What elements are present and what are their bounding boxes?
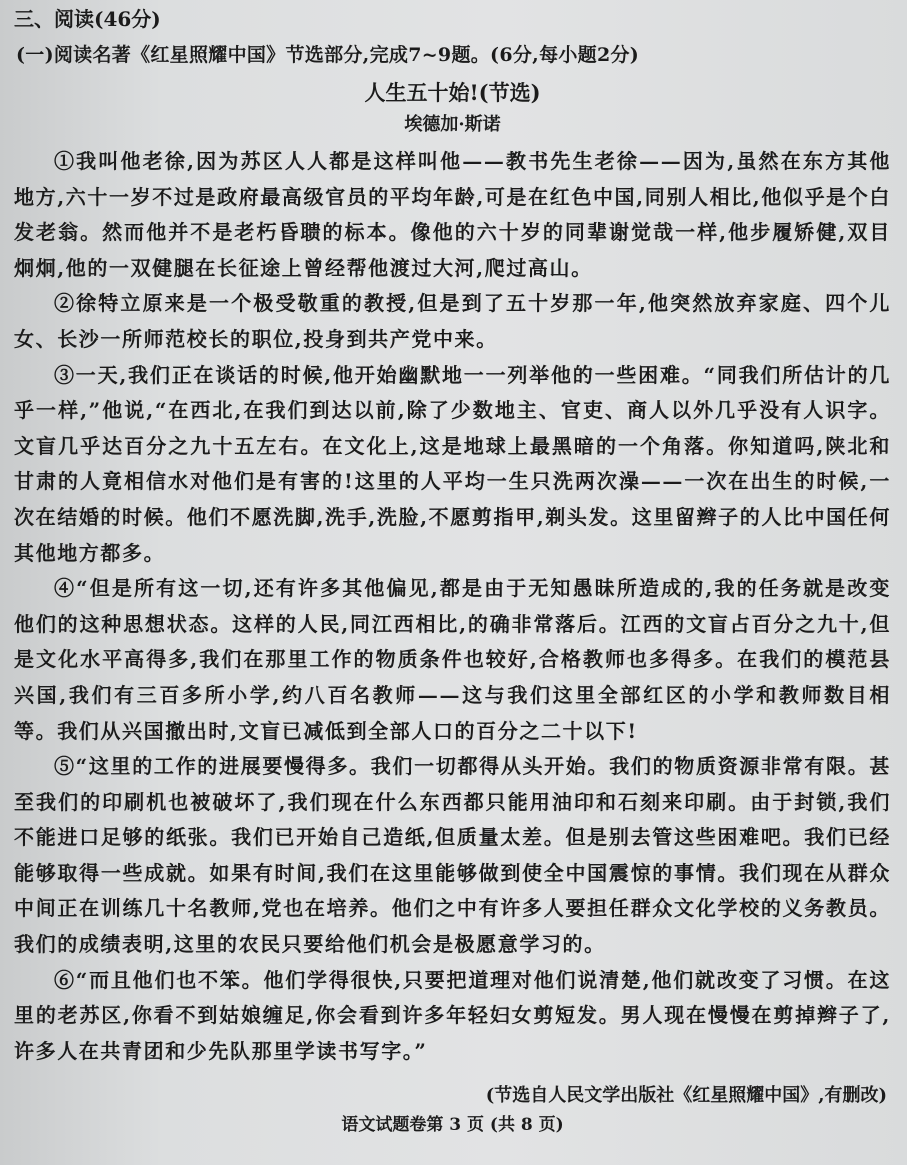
article-title: 人生五十始!(节选) <box>364 80 541 105</box>
paragraph-5: ⑤“这里的工作的进展要慢得多。我们一切都得从头开始。我们的物质资源非常有限。甚至我们的印刷机也被破坏了,我们现在什么东西都只能用油印和石刻来印刷。由于封锁,我们不能进口足够的纸张。我们已开始自己造纸,但质量太差。但是别去管这些困难吧。我们已经能够取得一些成就。如果有时间,我们在这里能够做到使全中国震惊的事情。我们现在从群众中间正在训练几十名教师,党也在培养。他们之中有许多人要担任群众文化学校的义务教员。我们的成绩表明,这里的农民只要给他们机会是极愿意学习的。 <box>14 754 891 957</box>
paragraph-6: ⑥“而且他们也不笨。他们学得很快,只要把道理对他们说清楚,他们就改变了习惯。在这里的老苏区,你看不到姑娘缠足,你会看到许多年轻妇女剪短发。男人现在慢慢在剪掉辫子了,许多人在共青团和少先队那里学读书写字。” <box>14 967 891 1063</box>
paragraph-1: ①我叫他老徐,因为苏区人人都是这样叫他——教书先生老徐——因为,虽然在东方其他地方,六十一岁不过是政府最高级官员的平均年龄,可是在红色中国,同别人相比,他似乎是个白发老翁。然而他并不是老朽昏聩的标本。像他的六十岁的同辈谢觉哉一样,他步履矫健,双目炯炯,他的一双健腿在长征途上曾经帮他渡过大河,爬过高山。 <box>14 149 891 280</box>
article-author: 埃德加·斯诺 <box>404 114 501 135</box>
paragraph-2: ②徐特立原来是一个极受敬重的教授,但是到了五十岁那一年,他突然放弃家庭、四个儿女、长沙一所师范校长的职位,投身到共产党中来。 <box>14 291 891 351</box>
article-source: (节选自人民文学出版社《红星照耀中国》,有删改) <box>485 1085 887 1107</box>
paragraph-4: ④“但是所有这一切,还有许多其他偏见,都是由于无知愚昧所造成的,我的任务就是改变他们的这种思想状态。这样的人民,同江西相比,的确非常落后。江西的文盲占百分之九十,但是文化水平高得多,我们在那里工作的物质条件也较好,合格教师也多得多。在我们的模范县兴国,我们有三百多所小学,约八百名教师——这与我们这里全部红区的小学和教师数目相等。我们从兴国撤出时,文盲已减低到全部人口的百分之二十以下! <box>14 576 891 743</box>
section-heading: 三、阅读(46分) <box>14 7 161 31</box>
paragraph-3: ③一天,我们正在谈话的时候,他开始幽默地一一列举他的一些困难。“同我们所估计的几乎一样,”他说,“在西北,在我们到达以前,除了少数地主、官吏、商人以外几乎没有人识字。文盲几乎达百分之九十五左右。在文化上,这是地球上最黑暗的一个角落。你知道吗,陕北和甘肃的人竟相信水对他们是有害的!这里的人平均一生只洗两次澡——一次在出生的时候,一次在结婚的时候。他们不愿洗脚,洗手,洗脸,不愿剪指甲,剃头发。这里留辫子的人比中国任何其他地方都多。 <box>14 362 891 565</box>
page-footer: 语文试题卷第 3 页 (共 8 页) <box>341 1115 564 1136</box>
article-body <box>14 144 891 1069</box>
question-instruction: (一)阅读名著《红星照耀中国》节选部分,完成7~9题。(6分,每小题2分) <box>16 44 640 66</box>
